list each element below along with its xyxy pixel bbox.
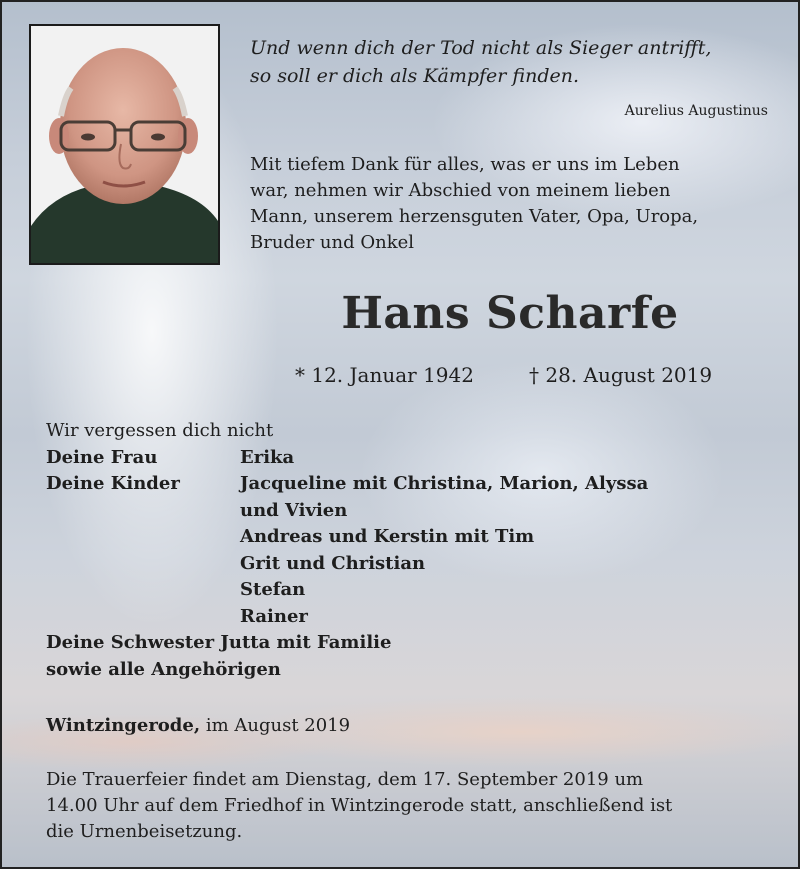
- mourner-name: Grit und Christian: [240, 552, 426, 574]
- mourner-row-children: [46, 471, 766, 630]
- mourner-sister: Deine Schwester Jutta mit Familie: [46, 632, 392, 653]
- mourners-list: [46, 418, 766, 683]
- ceremony-text: [46, 767, 771, 845]
- mourner-name: Rainer: [240, 605, 308, 627]
- ceremony-line: Die Trauerfeier findet am Dienstag, dem 17. September 2019 um: [46, 769, 644, 790]
- ceremony-line: die Urnenbeisetzung.: [46, 821, 243, 842]
- quote-author: Aurelius Augustinus: [624, 103, 768, 119]
- intro-text: [250, 152, 772, 256]
- portrait-image: [31, 26, 218, 263]
- intro-line: Mann, unserem herzensguten Vater, Opa, Uropa,: [250, 206, 699, 227]
- intro-line: Bruder und Onkel: [250, 232, 415, 253]
- quote-line: so soll er dich als Kämpfer finden.: [250, 65, 580, 87]
- mourners-lead: Wir vergessen dich nicht: [46, 420, 274, 441]
- mourner-row-wife: [46, 445, 766, 472]
- intro-line: war, nehmen wir Abschied von meinem lieben: [250, 180, 671, 201]
- children-names: [240, 471, 648, 630]
- mourner-name: Andreas und Kerstin mit Tim: [240, 526, 535, 547]
- mourner-name: und Vivien: [240, 499, 348, 521]
- mourner-relatives: sowie alle Angehörigen: [46, 658, 281, 680]
- mourner-name: Erika: [240, 446, 295, 468]
- relation-label: Deine Kinder: [46, 473, 180, 494]
- intro-line: Mit tiefem Dank für alles, was er uns im Leben: [250, 154, 680, 175]
- death-date: † 28. August 2019: [529, 363, 713, 387]
- quote-line: Und wenn dich der Tod nicht als Sieger antrifft,: [250, 37, 712, 59]
- deceased-name: Hans Scharfe: [341, 288, 679, 339]
- mourner-name: Stefan: [240, 579, 306, 600]
- mourner-name: Jacqueline mit Christina, Marion, Alyssa: [240, 473, 649, 494]
- portrait-photo: [29, 24, 220, 265]
- birth-date: * 12. Januar 1942: [295, 363, 474, 387]
- quote-text: [250, 34, 780, 90]
- place-town: Wintzingerode,: [46, 715, 201, 736]
- relation-label: Deine Frau: [46, 446, 158, 468]
- place-month: im August 2019: [205, 715, 351, 736]
- ceremony-line: 14.00 Uhr auf dem Friedhof in Wintzingerode statt, anschließend ist: [46, 795, 673, 816]
- place-date: [46, 715, 350, 736]
